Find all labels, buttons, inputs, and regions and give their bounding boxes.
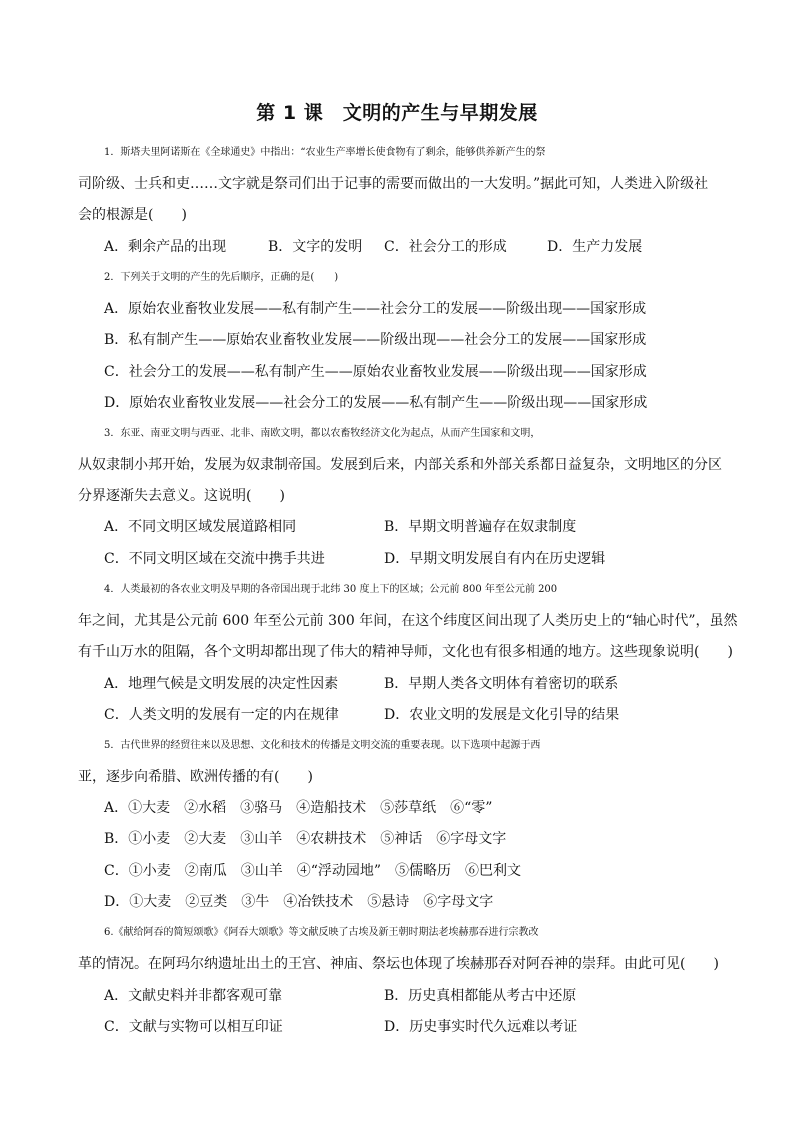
question-6-option-d[interactable]: D．历史事实时代久远难以考证 xyxy=(384,1019,578,1035)
question-5-option-c[interactable]: C．①小麦 ②南瓜 ③山羊 ④“浮动园地” ⑤儒略历 ⑥巴利文 xyxy=(104,863,522,879)
question-4-line-3: 有千山万水的阻隔，各个文明却都出现了伟大的精神导师，文化也有很多相通的地方。这些现象说明( ) xyxy=(78,644,733,660)
question-6-line-2: 革的情况。在阿玛尔纳遗址出土的王宫、神庙、祭坛也体现了埃赫那吞对阿吞神的崇拜。由此可见( ) xyxy=(78,956,719,972)
question-2-option-c[interactable]: C．社会分工的发展——私有制产生——原始农业畜牧业发展——阶级出现——国家形成 xyxy=(104,364,647,380)
question-5-option-d[interactable]: D．①大麦 ②豆类 ③牛 ④冶铁技术 ⑤悬诗 ⑥字母文字 xyxy=(104,894,494,910)
question-1-line-3: 会的根源是( ) xyxy=(78,207,187,223)
question-3-option-a[interactable]: A．不同文明区域发展道路相同 xyxy=(104,519,297,535)
question-6-option-b[interactable]: B．历史真相都能从考古中还原 xyxy=(384,988,577,1004)
question-6-option-a[interactable]: A．文献史料并非都客观可靠 xyxy=(104,988,283,1004)
question-4-option-c[interactable]: C．人类文明的发展有一定的内在规律 xyxy=(104,707,339,723)
question-3-line-1: 3．东亚、南亚文明与西亚、北非、南欧文明，都以农畜牧经济文化为起点，从而产生国家和文明， xyxy=(104,428,541,439)
question-5-option-b[interactable]: B．①小麦 ②大麦 ③山羊 ④农耕技术 ⑤神话 ⑥字母文字 xyxy=(104,831,507,847)
question-3-line-3: 分界逐渐失去意义。这说明( ) xyxy=(78,488,285,504)
question-2-option-a[interactable]: A．原始农业畜牧业发展——私有制产生——社会分工的发展——阶级出现——国家形成 xyxy=(104,301,647,317)
question-3-option-c[interactable]: C．不同文明区域在交流中携手共进 xyxy=(104,551,325,567)
question-2-option-b[interactable]: B．私有制产生——原始农业畜牧业发展——阶级出现——社会分工的发展——国家形成 xyxy=(104,332,647,348)
question-1-option-d[interactable]: D．生产力发展 xyxy=(547,239,643,255)
question-1-option-c[interactable]: C．社会分工的形成 xyxy=(384,239,507,255)
question-1-option-b[interactable]: B．文字的发明 xyxy=(268,239,363,255)
question-3-option-b[interactable]: B．早期文明普遍存在奴隶制度 xyxy=(384,519,577,535)
question-2-line-1: 2．下列关于文明的产生的先后顺序，正确的是( ) xyxy=(104,272,339,283)
question-4-line-2: 年之间，尤其是公元前 600 年至公元前 300 年间，在这个纬度区间出现了人类历史上的“轴心时代”，虽然 xyxy=(78,613,738,629)
question-6-option-c[interactable]: C．文献与实物可以相互印证 xyxy=(104,1019,283,1035)
question-1-line-2: 司阶级、士兵和吏……文字就是祭司们出于记事的需要而做出的一大发明。”据此可知，人类进入阶级社 xyxy=(78,176,709,192)
question-4-option-b[interactable]: B．早期人类各文明体有着密切的联系 xyxy=(384,676,619,692)
question-5-line-2: 亚，逐步向希腊、欧洲传播的有( ) xyxy=(78,769,313,785)
question-3-line-2: 从奴隶制小邦开始，发展为奴隶制帝国。发展到后来，内部关系和外部关系都日益复杂，文明地区的分区 xyxy=(78,457,722,473)
question-1-option-a[interactable]: A．剩余产品的出现 xyxy=(104,239,227,255)
question-5-line-1: 5．古代世界的经贸往来以及思想、文化和技术的传播是文明交流的重要表现。以下选项中起源于西 xyxy=(104,740,541,751)
question-4-line-1: 4．人类最初的各农业文明及早期的各帝国出现于北纬 30 度上下的区域；公元前 800 年至公元前 200 xyxy=(104,584,558,595)
page-title: 第 1 课 文明的产生与早期发展 xyxy=(256,102,538,124)
question-4-option-a[interactable]: A．地理气候是文明发展的决定性因素 xyxy=(104,676,339,692)
question-1-line-1: 1．斯塔夫里阿诺斯在《全球通史》中指出：“农业生产率增长使食物有了剩余，能够供养新产生的祭 xyxy=(104,147,546,158)
question-5-option-a[interactable]: A．①大麦 ②水稻 ③骆马 ④造船技术 ⑤莎草纸 ⑥“零” xyxy=(104,800,493,816)
question-6-line-1: 6.《献给阿吞的简短颂歌》《阿吞大颂歌》等文献反映了古埃及新王朝时期法老埃赫那吞进行宗教改 xyxy=(104,927,539,938)
question-2-option-d[interactable]: D．原始农业畜牧业发展——社会分工的发展——私有制产生——阶级出现——国家形成 xyxy=(104,395,648,411)
question-3-option-d[interactable]: D．早期文明发展自有内在历史逻辑 xyxy=(384,551,606,567)
question-4-option-d[interactable]: D．农业文明的发展是文化引导的结果 xyxy=(384,707,620,723)
